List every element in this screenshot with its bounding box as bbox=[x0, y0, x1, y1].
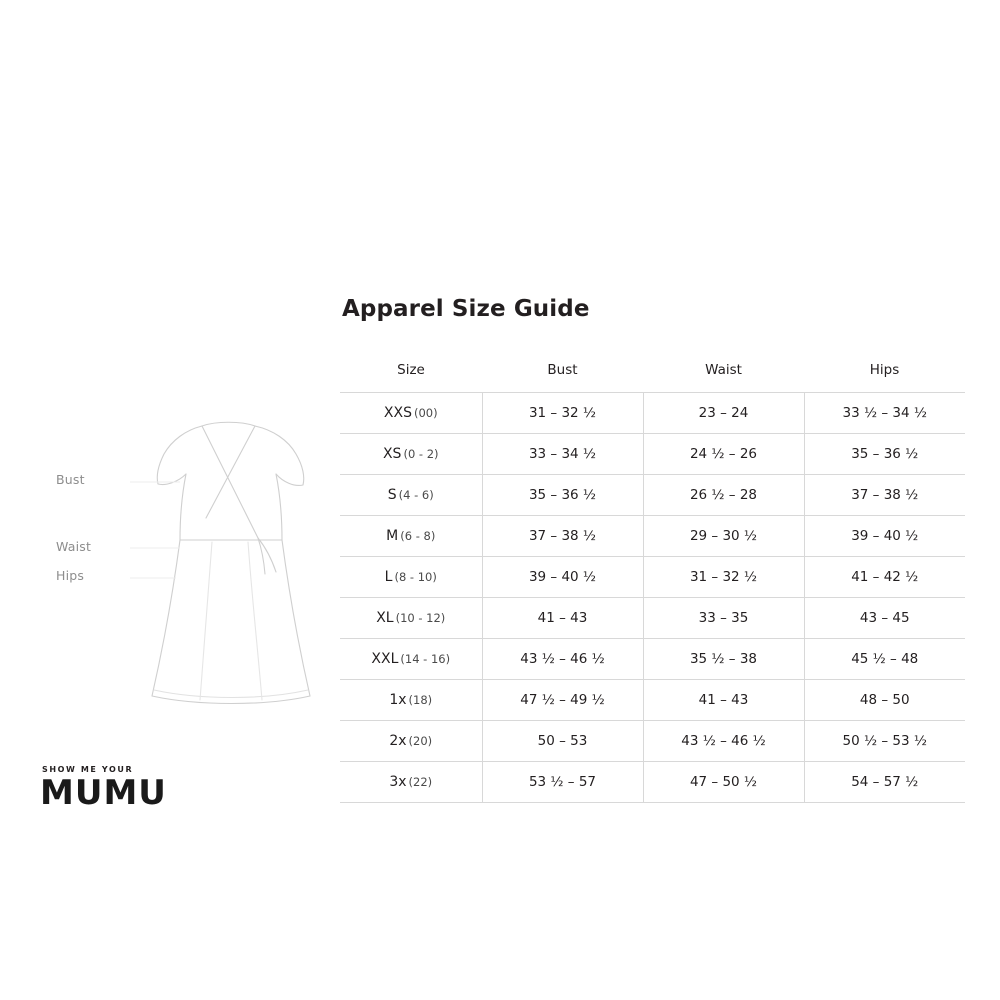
cell-hips: 43 – 45 bbox=[804, 598, 965, 639]
cell-hips: 35 – 36 ½ bbox=[804, 434, 965, 475]
cell-bust: 37 – 38 ½ bbox=[482, 516, 643, 557]
table-row bbox=[340, 598, 965, 639]
cell-size bbox=[340, 516, 482, 557]
size-letter: XL bbox=[376, 610, 394, 626]
table-row bbox=[340, 475, 965, 516]
cell-size bbox=[340, 762, 482, 803]
cell-bust: 47 ½ – 49 ½ bbox=[482, 680, 643, 721]
size-numeric: (10 - 12) bbox=[395, 611, 446, 625]
cell-hips: 48 – 50 bbox=[804, 680, 965, 721]
table-row bbox=[340, 762, 965, 803]
cell-bust: 43 ½ – 46 ½ bbox=[482, 639, 643, 680]
cell-bust: 53 ½ – 57 bbox=[482, 762, 643, 803]
size-letter: XS bbox=[382, 446, 402, 462]
cell-bust: 41 – 43 bbox=[482, 598, 643, 639]
cell-hips: 37 – 38 ½ bbox=[804, 475, 965, 516]
size-numeric: (8 - 10) bbox=[394, 570, 437, 584]
page-title: Apparel Size Guide bbox=[342, 296, 590, 322]
size-guide-panel bbox=[340, 296, 965, 803]
table-row bbox=[340, 680, 965, 721]
cell-hips: 50 ½ – 53 ½ bbox=[804, 721, 965, 762]
size-numeric: (00) bbox=[413, 406, 438, 420]
brand-logo bbox=[40, 765, 260, 813]
size-numeric: (20) bbox=[408, 734, 433, 748]
dress-line-drawing-icon bbox=[120, 390, 370, 740]
cell-bust: 33 – 34 ½ bbox=[482, 434, 643, 475]
column-header-size: Size bbox=[397, 362, 425, 378]
column-header-hips: Hips bbox=[869, 362, 900, 378]
cell-size bbox=[340, 639, 482, 680]
cell-waist: 43 ½ – 46 ½ bbox=[643, 721, 804, 762]
cell-bust: 39 – 40 ½ bbox=[482, 557, 643, 598]
cell-size bbox=[340, 393, 482, 434]
size-numeric: (18) bbox=[408, 693, 433, 707]
cell-hips: 39 – 40 ½ bbox=[804, 516, 965, 557]
cell-hips: 54 – 57 ½ bbox=[804, 762, 965, 803]
size-letter: XXL bbox=[371, 651, 399, 667]
size-chart-table bbox=[340, 362, 965, 803]
cell-hips: 45 ½ – 48 bbox=[804, 639, 965, 680]
cell-bust: 31 – 32 ½ bbox=[482, 393, 643, 434]
table-header bbox=[340, 362, 965, 393]
cell-bust: 50 – 53 bbox=[482, 721, 643, 762]
size-letter: 3x bbox=[389, 774, 407, 790]
table-row bbox=[340, 434, 965, 475]
table-row bbox=[340, 639, 965, 680]
size-numeric: (22) bbox=[408, 775, 433, 789]
measure-label-waist: Waist bbox=[56, 539, 92, 554]
cell-waist: 33 – 35 bbox=[643, 598, 804, 639]
cell-waist: 47 – 50 ½ bbox=[643, 762, 804, 803]
cell-hips: 41 – 42 ½ bbox=[804, 557, 965, 598]
cell-size bbox=[340, 680, 482, 721]
measure-label-hips: Hips bbox=[56, 568, 85, 583]
table-row bbox=[340, 393, 965, 434]
size-numeric: (4 - 6) bbox=[398, 488, 434, 502]
measure-label-bust: Bust bbox=[56, 472, 85, 487]
size-letter: 2x bbox=[389, 733, 407, 749]
logo-wordmark: MUMU bbox=[40, 773, 167, 813]
size-letter: L bbox=[384, 569, 393, 585]
column-header-bust: Bust bbox=[547, 362, 578, 378]
cell-bust: 35 – 36 ½ bbox=[482, 475, 643, 516]
size-numeric: (6 - 8) bbox=[400, 529, 436, 543]
cell-size bbox=[340, 557, 482, 598]
cell-hips: 33 ½ – 34 ½ bbox=[804, 393, 965, 434]
size-numeric: (14 - 16) bbox=[400, 652, 451, 666]
cell-waist: 24 ½ – 26 bbox=[643, 434, 804, 475]
cell-size bbox=[340, 434, 482, 475]
logo-tagline: SHOW ME YOUR bbox=[42, 765, 134, 774]
cell-waist: 31 – 32 ½ bbox=[643, 557, 804, 598]
size-letter: XXS bbox=[383, 405, 412, 421]
cell-waist: 41 – 43 bbox=[643, 680, 804, 721]
cell-waist: 23 – 24 bbox=[643, 393, 804, 434]
size-letter: 1x bbox=[389, 692, 407, 708]
size-numeric: (0 - 2) bbox=[403, 447, 439, 461]
cell-waist: 29 – 30 ½ bbox=[643, 516, 804, 557]
cell-size bbox=[340, 721, 482, 762]
cell-waist: 26 ½ – 28 bbox=[643, 475, 804, 516]
column-header-waist: Waist bbox=[705, 362, 742, 378]
size-letter: M bbox=[386, 528, 399, 544]
illustration-panel bbox=[40, 390, 380, 830]
cell-size bbox=[340, 475, 482, 516]
cell-waist: 35 ½ – 38 bbox=[643, 639, 804, 680]
table-row bbox=[340, 516, 965, 557]
table-body bbox=[340, 393, 965, 803]
table-header-row bbox=[340, 362, 965, 393]
table-row bbox=[340, 721, 965, 762]
table-row bbox=[340, 557, 965, 598]
cell-size bbox=[340, 598, 482, 639]
size-letter: S bbox=[387, 487, 397, 503]
